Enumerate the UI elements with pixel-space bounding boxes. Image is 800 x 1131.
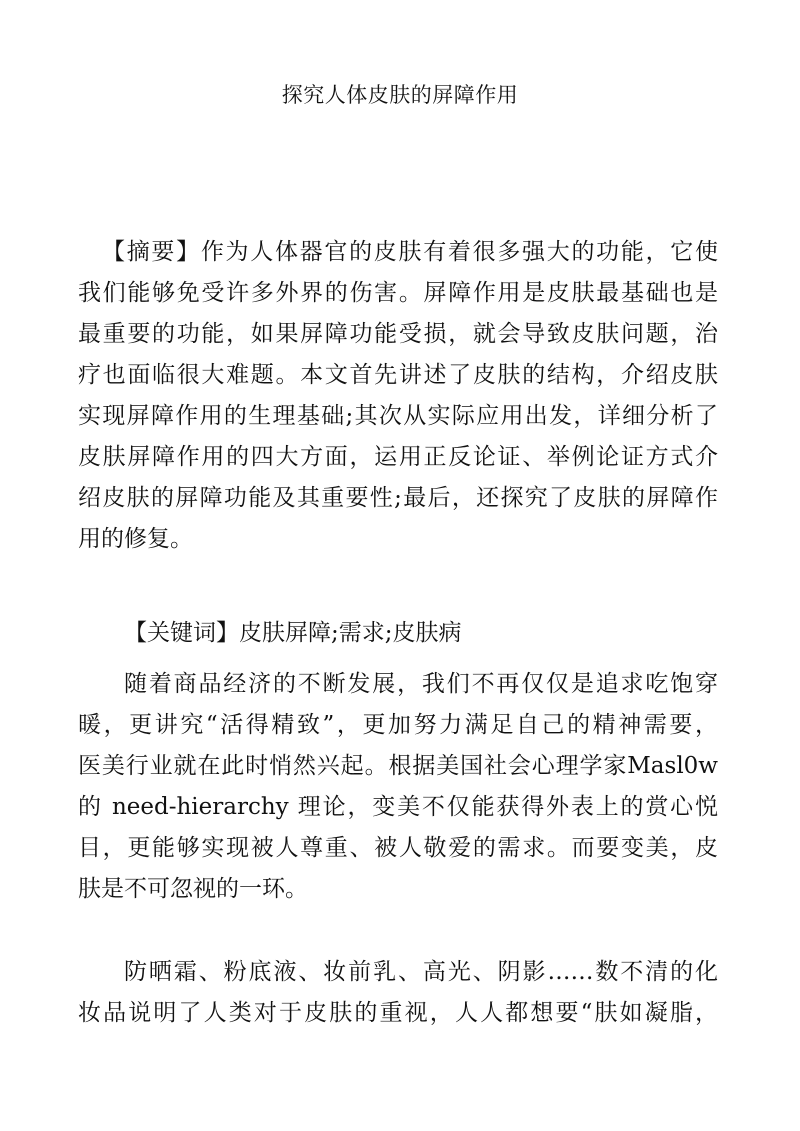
- abstract-line: 疗也面临很大难题。本文首先讲述了皮肤的结构，介绍皮肤: [78, 362, 718, 388]
- document-title: 探究人体皮肤的屏障作用: [281, 83, 519, 107]
- keywords-paragraph: [78, 613, 718, 654]
- abstract-line: 我们能够免受许多外界的伤害。屏障作用是皮肤最基础也是: [78, 280, 718, 306]
- paragraph-line: 医美行业就在此时悄然兴起。根据美国社会心理学家Masl0w: [78, 753, 718, 779]
- body-paragraph-1: [78, 664, 718, 910]
- paragraph-line: 的 need-hierarchy 理论，变美不仅能获得外表上的赏心悦: [78, 794, 718, 820]
- paragraph-line: 肤是不可忽视的一环。: [78, 876, 308, 902]
- abstract-line: 【摘要】作为人体器官的皮肤有着很多强大的功能，它使: [102, 239, 718, 265]
- paragraph-line: 目，更能够实现被人尊重、被人敬爱的需求。而要变美，皮: [78, 835, 718, 861]
- paragraph-line: 暖，更讲究“活得精致”，更加努力满足自己的精神需要，: [78, 712, 718, 738]
- abstract-line: 最重要的功能，如果屏障功能受损，就会导致皮肤问题，治: [78, 321, 718, 347]
- paragraph-line: 随着商品经济的不断发展，我们不再仅仅是追求吃饱穿: [124, 671, 718, 697]
- abstract-paragraph: [78, 232, 718, 560]
- paragraph-line: 防晒霜、粉底液、妆前乳、高光、阴影……数不清的化: [124, 959, 718, 985]
- abstract-line: 用的修复。: [78, 526, 193, 552]
- abstract-line: 皮肤屏障作用的四大方面，运用正反论证、举例论证方式介: [78, 444, 718, 470]
- abstract-line: 实现屏障作用的生理基础;其次从实际应用出发，详细分析了: [78, 403, 718, 429]
- keywords-line: 【关键词】皮肤屏障;需求;皮肤病: [124, 620, 462, 646]
- paragraph-line: 妆品说明了人类对于皮肤的重视，人人都想要“肤如凝脂，: [78, 1000, 718, 1026]
- abstract-line: 绍皮肤的屏障功能及其重要性;最后，还探究了皮肤的屏障作: [78, 485, 718, 511]
- body-paragraph-2: [78, 952, 718, 1034]
